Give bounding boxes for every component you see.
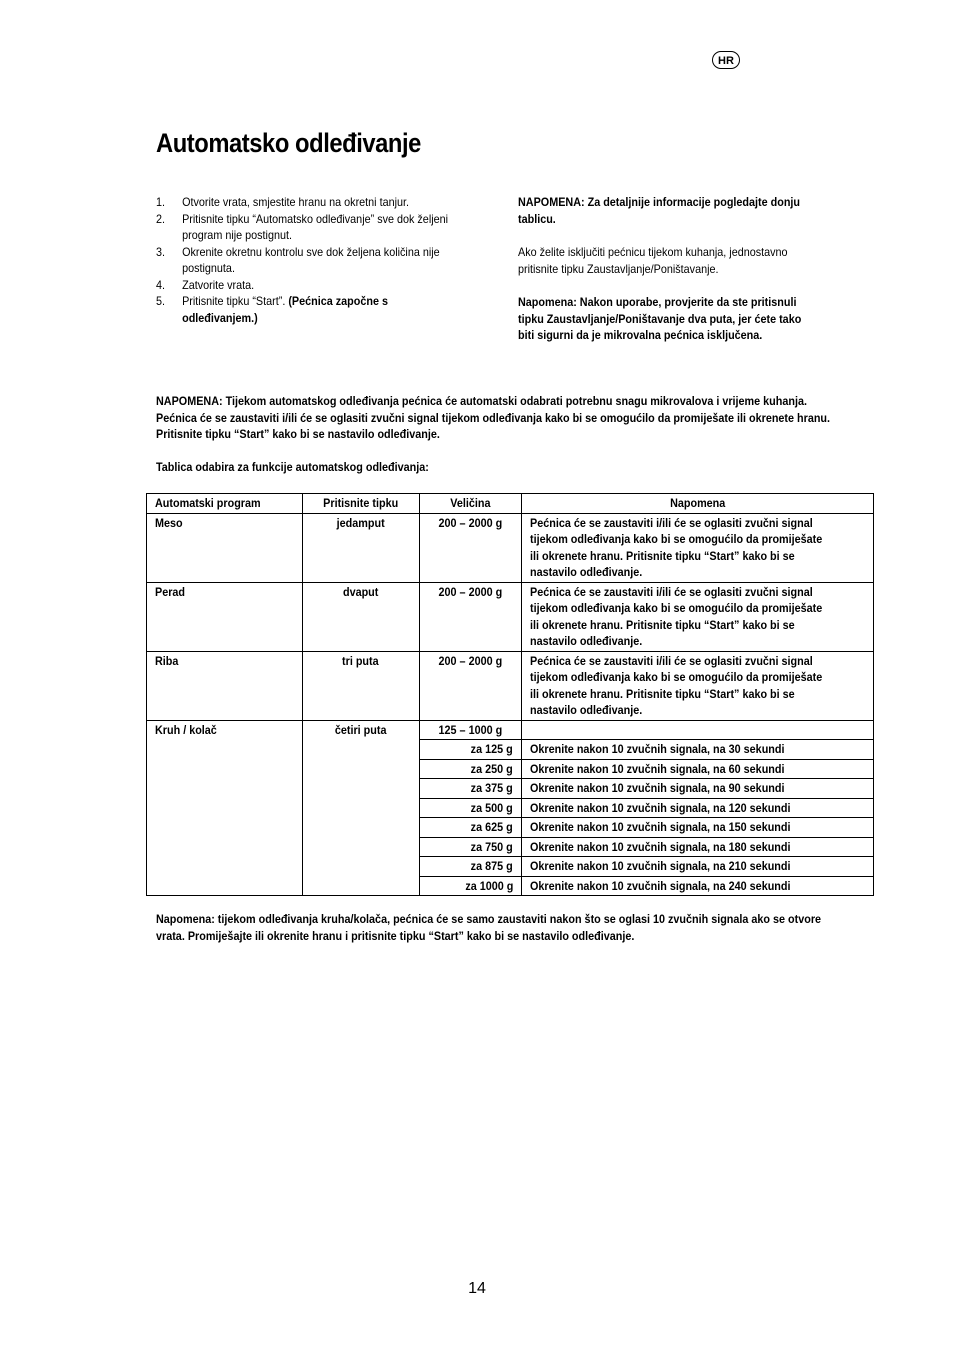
step-text: Pritisnite tipku “Automatsko odleđivanje” sve dok željeni program nije postignut. [182,211,449,242]
cell-note: Pećnica će se zaustaviti i/ili će se oglasiti zvučni signal tijekom odleđivanja kako bi se omogućilo da promiješate ili okrenete hranu. Pritisnite tipku “Start” kako bi se nastavilo odleđivanje. [521,651,873,720]
table-row [147,582,874,651]
main-note [156,393,845,443]
main-note-text: NAPOMENA: Tijekom automatskog odleđivanja pećnica će automatski odabrati potrebnu snagu mikrovalova i vrijeme kuhanja. Pećnica će se zaustaviti i/ili će se oglasiti zvučni signal tijekom odleđivanja kako bi se omogućilo da promiješate ili okrenete hranu. Pritisnite tipku “Start” kako bi se nastavilo odleđivanje. [156,394,831,441]
step-number: 3. [156,244,166,259]
step-text-bold: (Pećnica započne s odleđivanjem.) [182,294,388,325]
step-text [182,293,453,326]
cell-size: za 125 g [419,740,521,760]
step-number: 1. [156,195,166,209]
header-note: Napomena [521,494,873,514]
cell-note: Okrenite nakon 10 zvučnih signala, na 210 sekundi [521,857,873,877]
defrost-table [146,493,874,896]
table-header-row [147,494,874,514]
cell-size: 200 – 2000 g [419,513,521,582]
page-title: Automatsko odleđivanje [156,128,421,158]
cell-size: za 625 g [419,818,521,838]
step-item [156,211,453,244]
header-program: Automatski program [147,494,303,514]
cell-size: za 250 g [419,759,521,779]
cell-press: jedamput [302,513,419,582]
step-item [156,277,453,294]
cell-press: četiri puta [302,720,419,896]
cell-note [521,720,873,740]
steps-list [156,194,453,326]
step-text: Okrenite okretnu kontrolu sve dok željena količina nije postignuta. [182,244,440,275]
step-number: 2. [156,211,166,226]
note-table-reference: NAPOMENA: Za detaljnije informacije pogledajte donju tablicu. [518,195,801,226]
footer-note: Napomena: tijekom odleđivanja kruha/kolača, pećnica će se samo zaustaviti nakon što se oglasi 10 zvučnih signala ako se otvore vrata. Promiješajte ili okrenite hranu i pritisnite tipku “Start” kako bi se nastavilo odleđivanje. [156,912,822,943]
table-row [147,513,874,582]
step-text-plain: Pritisnite tipku “Start”. [182,294,289,308]
table-title: Tablica odabira za funkcije automatskog odleđivanja: [156,460,429,474]
cell-size: za 500 g [419,798,521,818]
cell-size: za 1000 g [419,876,521,896]
cell-press: tri puta [302,651,419,720]
step-text: Otvorite vrata, smjestite hranu na okretni tanjur. [182,195,410,209]
cell-note: Pećnica će se zaustaviti i/ili će se oglasiti zvučni signal tijekom odleđivanja kako bi se omogućilo da promiješate ili okrenete hranu. Pritisnite tipku “Start” kako bi se nastavilo odleđivanje. [521,582,873,651]
cell-note: Okrenite nakon 10 zvučnih signala, na 120 sekundi [521,798,873,818]
language-badge: HR [712,51,740,69]
cell-size: za 375 g [419,779,521,799]
step-item [156,293,453,326]
cell-note: Okrenite nakon 10 zvučnih signala, na 150 sekundi [521,818,873,838]
header-size: Veličina [419,494,521,514]
step-text: Zatvorite vrata. [182,277,255,292]
table-row [147,651,874,720]
step-number: 5. [156,294,166,308]
cell-size: za 875 g [419,857,521,877]
page-number: 14 [468,1280,486,1297]
note-after-use: Napomena: Nakon uporabe, provjerite da ste pritisnuli tipku Zaustavljanje/Poništavanje dva puta, jer ćete tako biti sigurni da je mikrovalna pećnica isključena. [518,295,802,342]
step-number: 4. [156,277,166,292]
cell-size: 200 – 2000 g [419,651,521,720]
cell-note: Pećnica će se zaustaviti i/ili će se oglasiti zvučni signal tijekom odleđivanja kako bi se omogućilo da promiješate ili okrenete hranu. Pritisnite tipku “Start” kako bi se nastavilo odleđivanje. [521,513,873,582]
cell-size: za 750 g [419,837,521,857]
cell-size: 200 – 2000 g [419,582,521,651]
table-row-bread [147,720,874,740]
stop-instruction: Ako želite isključiti pećnicu tijekom kuhanja, jednostavno pritisnite tipku Zaustavljanje/Poništavanje. [518,245,788,276]
cell-note: Okrenite nakon 10 zvučnih signala, na 60 sekundi [521,759,873,779]
right-notes [518,194,811,361]
step-item [156,194,453,211]
cell-press: dvaput [302,582,419,651]
cell-program: Perad [147,582,303,651]
cell-program: Riba [147,651,303,720]
step-item [156,244,453,277]
cell-program: Meso [147,513,303,582]
cell-size: 125 – 1000 g [419,720,521,740]
cell-note: Okrenite nakon 10 zvučnih signala, na 30 sekundi [521,740,873,760]
cell-note: Okrenite nakon 10 zvučnih signala, na 180 sekundi [521,837,873,857]
header-press: Pritisnite tipku [302,494,419,514]
cell-note: Okrenite nakon 10 zvučnih signala, na 90 sekundi [521,779,873,799]
cell-note: Okrenite nakon 10 zvučnih signala, na 240 sekundi [521,876,873,896]
cell-program: Kruh / kolač [147,720,303,896]
